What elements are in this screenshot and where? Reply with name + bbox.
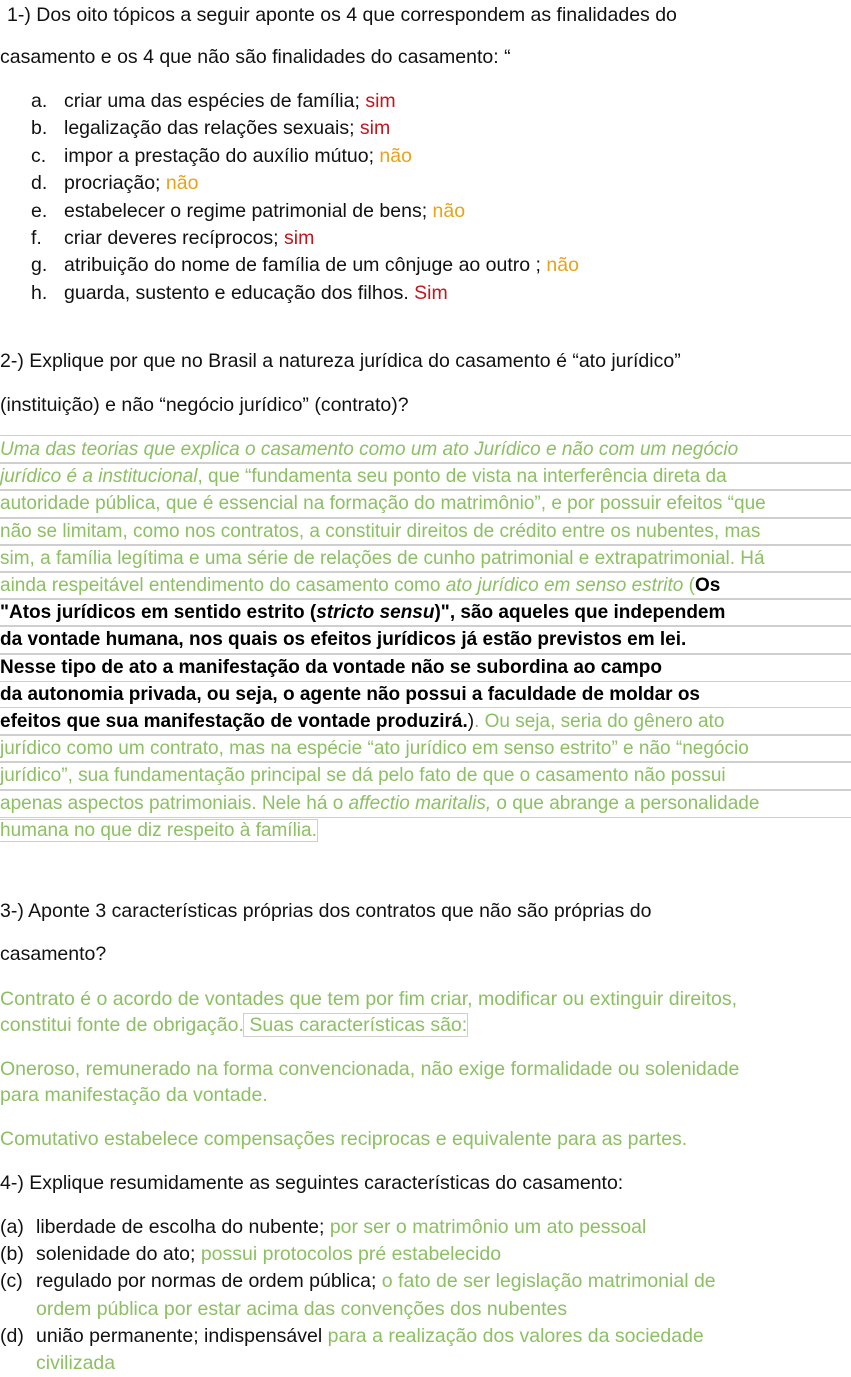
item-text: liberdade de escolha do nubente; bbox=[36, 1216, 330, 1238]
option-marker: c. bbox=[31, 144, 47, 167]
option-g bbox=[0, 252, 579, 279]
item-answer: por ser o matrimônio um ato pessoal bbox=[329, 1216, 647, 1238]
option-f bbox=[0, 225, 579, 252]
definition-text: )", são aqueles que independem bbox=[434, 602, 726, 624]
option-answer: não bbox=[546, 254, 579, 277]
option-answer: sim bbox=[359, 117, 391, 140]
item-d bbox=[0, 1323, 716, 1377]
answer-line bbox=[0, 463, 851, 490]
option-answer: sim bbox=[365, 90, 396, 112]
definition-text: efeitos que sua manifestação de vontade produzirá. bbox=[0, 711, 468, 733]
answer-italic: affectio maritalis, bbox=[348, 792, 492, 814]
item-marker: (b) bbox=[0, 1243, 24, 1266]
answer-line: jurídico como um contrato, mas na espécie “ato jurídico em senso estrito” e não “negócio bbox=[0, 735, 851, 762]
option-marker: g. bbox=[31, 254, 48, 277]
answer-text: ainda respeitável entendimento do casamento como bbox=[0, 575, 446, 597]
answer-line: autoridade pública, que é essencial na formação do matrimônio”, e por possuir efeitos “que bbox=[0, 490, 851, 517]
option-text: procriação; bbox=[64, 172, 166, 195]
option-marker: a. bbox=[31, 90, 48, 112]
question-3-answer-3: Comutativo estabelece compensações reciprocas e equivalente para as partes. bbox=[0, 1128, 688, 1150]
answer-line: não se limitam, como nos contratos, a constituir direitos de crédito entre os nubentes, mas bbox=[0, 518, 851, 545]
item-c bbox=[0, 1268, 716, 1322]
item-answer: o fato de ser legislação matrimonial de bbox=[381, 1270, 716, 1293]
answer-line bbox=[0, 817, 851, 844]
answer-text: constitui fonte de obrigação. bbox=[0, 1014, 244, 1036]
question-4-line: 4-) Explique resumidamente as seguintes características do casamento: bbox=[0, 1172, 624, 1194]
option-text: guarda, sustento e educação dos filhos. bbox=[64, 281, 415, 304]
option-marker: d. bbox=[31, 172, 48, 195]
question-2-line-1: 2-) Explique por que no Brasil a natureza jurídica do casamento é “ato jurídico” bbox=[0, 350, 681, 372]
answer-line: sim, a família legítima e uma série de relações de cunho patrimonial e extrapatrimonial. Há bbox=[0, 545, 851, 572]
answer-line: Uma das teorias que explica o casamento como um ato Jurídico e não com um negócio bbox=[0, 436, 851, 463]
answer-italic: ato jurídico em senso estrito bbox=[445, 575, 684, 597]
question-1-line-2: casamento e os 4 que não são finalidades do casamento: “ bbox=[0, 46, 511, 68]
answer-line bbox=[0, 1012, 737, 1038]
question-3-answer-2 bbox=[0, 1056, 739, 1108]
definition-line: da vontade humana, nos quais os efeitos jurídicos já estão previstos em lei. bbox=[0, 626, 851, 653]
option-text: estabelecer o regime patrimonial de bens; bbox=[64, 199, 433, 222]
question-3-line-1: 3-) Aponte 3 características próprias dos contratos que não são próprias do bbox=[0, 900, 652, 922]
option-e bbox=[0, 198, 579, 225]
option-answer: não bbox=[165, 172, 199, 195]
answer-line bbox=[0, 790, 851, 817]
option-c bbox=[0, 143, 579, 170]
answer-bold: Os bbox=[694, 575, 721, 597]
question-2-line-2: (instituição) e não “negócio jurídico” (contrato)? bbox=[0, 394, 409, 416]
answer-italic: jurídico é a institucional bbox=[0, 466, 198, 488]
question-1-options bbox=[0, 88, 579, 307]
item-text: solenidade do ato; bbox=[36, 1243, 201, 1266]
answer-paren: ( bbox=[683, 575, 695, 597]
definition-italic: stricto sensu bbox=[316, 602, 435, 624]
item-b bbox=[0, 1241, 716, 1268]
answer-text: . Ou seja, seria do gênero ato bbox=[474, 711, 725, 733]
option-answer: Sim bbox=[414, 281, 448, 304]
option-marker: h. bbox=[31, 281, 48, 304]
answer-text: humana no que diz respeito à família. bbox=[0, 819, 317, 841]
option-marker: f. bbox=[31, 227, 42, 250]
item-answer-continuation: ordem pública por estar acima das convenções dos nubentes bbox=[36, 1297, 568, 1320]
item-a bbox=[0, 1214, 716, 1241]
closing-paren: ) bbox=[467, 711, 475, 733]
item-marker: (d) bbox=[0, 1324, 24, 1347]
question-1-line-1: 1-) Dos oito tópicos a seguir aponte os 4 que correspondem as finalidades do bbox=[7, 4, 677, 26]
definition-text: "Atos jurídicos em sentido estrito ( bbox=[0, 602, 317, 624]
answer-line: para manifestação da vontade. bbox=[0, 1084, 268, 1106]
item-marker: (a) bbox=[0, 1216, 24, 1238]
option-marker: b. bbox=[31, 117, 48, 140]
option-answer: não bbox=[379, 144, 412, 167]
item-marker: (c) bbox=[0, 1270, 23, 1293]
question-3-line-2: casamento? bbox=[0, 943, 107, 965]
item-text: regulado por normas de ordem pública; bbox=[36, 1270, 382, 1293]
item-answer-continuation: civilizada bbox=[36, 1352, 116, 1375]
option-b bbox=[0, 115, 579, 142]
question-3-answer-1 bbox=[0, 986, 737, 1038]
option-answer: não bbox=[432, 199, 466, 222]
question-2-answer bbox=[0, 436, 851, 844]
option-marker: e. bbox=[31, 199, 48, 222]
item-answer: possui protocolos pré estabelecido bbox=[200, 1243, 502, 1266]
answer-text: , que “fundamenta seu ponto de vista na interferência direta da bbox=[197, 466, 727, 488]
question-4-items bbox=[0, 1214, 716, 1377]
answer-line bbox=[0, 572, 851, 599]
definition-line: Nesse tipo de ato a manifestação da vontade não se subordina ao campo bbox=[0, 654, 851, 681]
option-text: criar uma das espécies de família; bbox=[64, 90, 366, 112]
definition-line: da autonomia privada, ou seja, o agente não possui a faculdade de moldar os bbox=[0, 683, 700, 705]
option-h bbox=[0, 280, 579, 307]
item-text: união permanente; indispensável bbox=[36, 1324, 328, 1347]
option-text: legalização das relações sexuais; bbox=[64, 117, 360, 140]
option-text: atribuição do nome de família de um cônjuge ao outro ; bbox=[64, 254, 547, 277]
answer-line: Oneroso, remunerado na forma convencionada, não exige formalidade ou solenidade bbox=[0, 1058, 740, 1080]
answer-line: Contrato é o acordo de vontades que tem por fim criar, modificar ou extinguir direitos, bbox=[0, 988, 738, 1010]
answer-line: jurídico”, sua fundamentação principal se dá pelo fato de que o casamento não possui bbox=[0, 762, 851, 789]
option-a bbox=[0, 88, 579, 115]
option-d bbox=[0, 170, 579, 197]
option-answer: sim bbox=[284, 227, 315, 250]
option-text: impor a prestação do auxílio mútuo; bbox=[64, 144, 380, 167]
answer-text: apenas aspectos patrimoniais. Nele há o bbox=[0, 792, 349, 814]
option-text: criar deveres recíprocos; bbox=[64, 227, 284, 250]
answer-text: Suas características são: bbox=[243, 1014, 468, 1036]
answer-text: o que abrange a personalidade bbox=[491, 792, 760, 814]
item-answer: para a realização dos valores da sociedade bbox=[327, 1324, 704, 1347]
answer-line bbox=[0, 708, 851, 735]
definition-line bbox=[0, 599, 851, 626]
